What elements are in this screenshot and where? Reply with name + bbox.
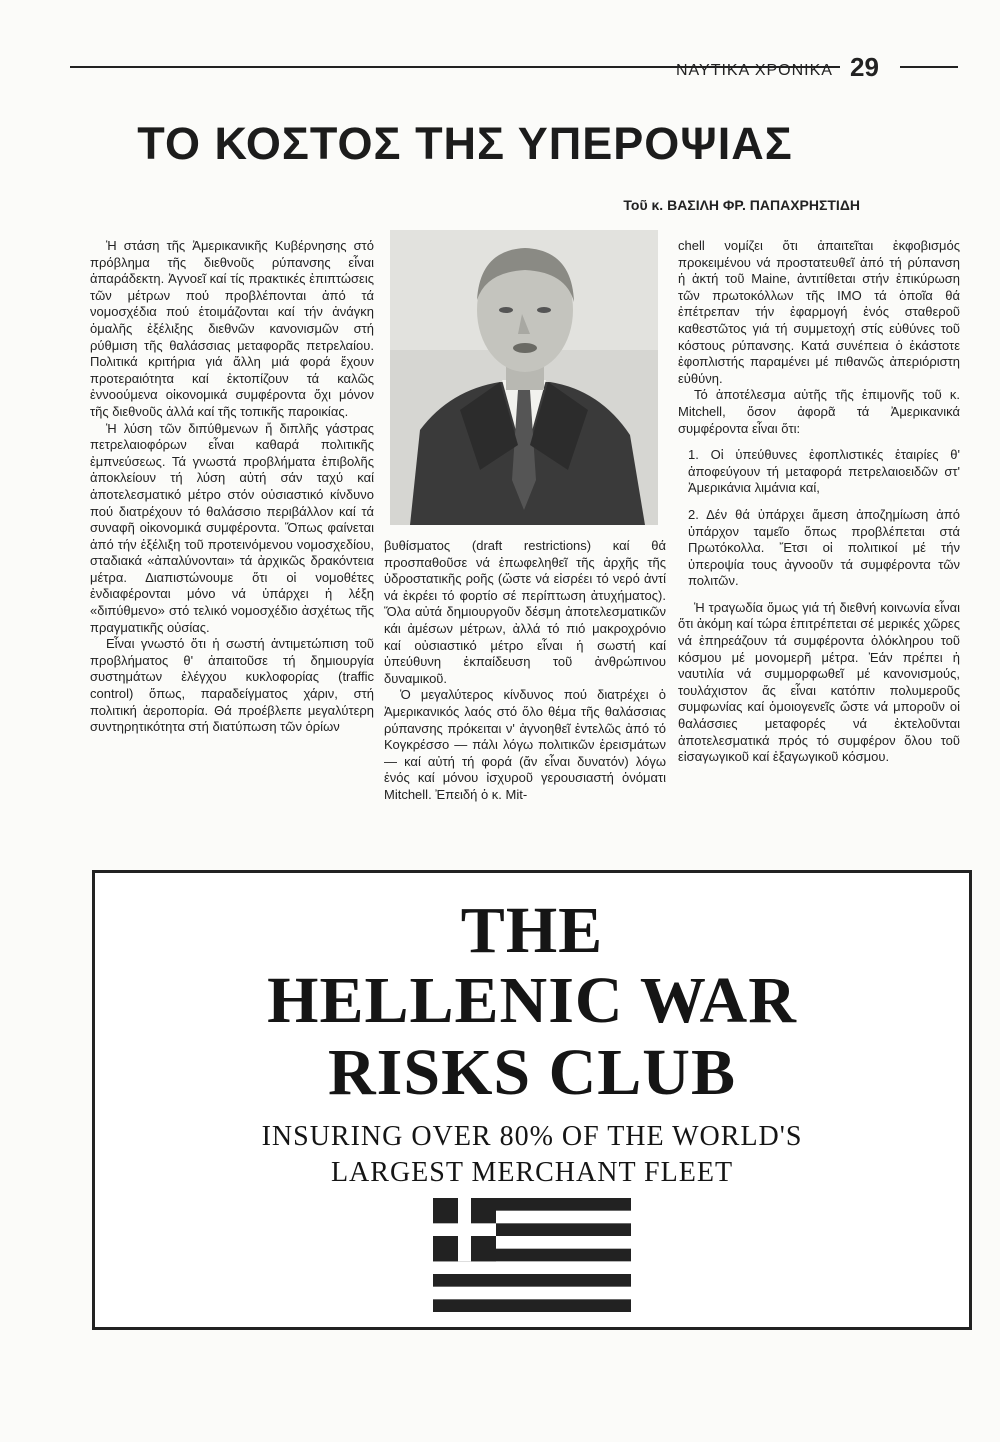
greek-flag-icon [433,1198,631,1312]
magazine-name: ΝΑΥΤΙΚΑ ΧΡΟΝΙΚΑ [676,62,833,79]
ad-headline-1: THE [460,894,604,967]
portrait-illustration [390,230,658,525]
paragraph: Εἶναι γνωστό ὅτι ἡ σωστή ἀντιμετώπιση τοῦ προβλήματος θ' ἀπαιτοῦσε τή δημιουργία συστημάτων ἐλέγχου κυκλοφορίας (traffic control) ὅπως, παραδείγματος χάριν, στή πολιτική ἀεροπορία. Θά προέβλεπε μεγαλύτερη συντηρητικότητα στή διατύπωση τῶν ὁρίων [90,636,374,735]
advertisement-box [92,870,972,1330]
paragraph: βυθίσματος (draft restrictions) καί θά προσπαθοῦσε νά ἐπωφεληθεῖ τῆς ἀρχῆς τῆς ὑδροστατικῆς ροῆς (ὥστε νά εἰσρέει τό νερό ἀντί νά ἐκρέει τό φορτίο σέ περίπτωση ἀτυχήματος). Ὅλα αὐτά δημιουργοῦν δέσμη ἀποτελεσματικῶν κάι ἀμέσων μέτρων, ἀλλά τό πιό μακροχρόνιο καί οὐσιαστικό μέτρο εἶναι ἡ σωστή καί ὑπεύθυνη ἐκπαίδευση τοῦ ἀνθρώπινου δυναμικοῦ. [384,538,666,686]
ad-tagline-2: LARGEST MERCHANT FLEET [330,1157,734,1188]
ad-headline-3: RISKS CLUB [328,1036,736,1109]
paragraph: Ἡ τραγωδία ὅμως γιά τή διεθνή κοινωνία εἶναι ὅτι ἀκόμη καί τώρα ἐπιτρέπεται σέ μερικές χῶρες νά ἐπηρεάζουν τά συμφέροντα ὁλόκληρου τοῦ κόσμου μέ μονομερῆ μέτρα. Ἐάν πρέπει ἡ ναυτιλία νά συμμορφωθεῖ μέ κανονισμούς, τουλάχιστον ἄς εἶναι κατόπιν πολυμεροῦς συμφωνίας καί ὁμοιογενεῖς ὥστε νά μποροῦν οἱ θαλάσσιες μεταφορές νά ἐκτελοῦνται ἀποτελεσματικά πρός τό συμφέρον ὅλου τοῦ εἰσαγωγικοῦ καί ἐξαγωγικοῦ κόσμου. [678,599,960,765]
ad-tagline-1: INSURING OVER 80% OF THE WORLD'S [261,1121,803,1152]
list-item: 1. Οἱ ὑπεύθυνες ἐφοπλιστικές ἑταιρίες θ' ἀποφεύγουν τή μεταφορά πετρελαιοειδῶν στ' Ἀμερικάνια λιμάνια καί, [688,447,960,496]
paragraph: Ὁ μεγαλύτερος κίνδυνος πού διατρέχει ὁ Ἀμερικανικός λαός στό ὅλο θέμα τῆς θαλάσσιας ρύπανσης πρόκειται ν' ἀγνοηθεῖ ἐντελῶς ἀπό τό Κογκρέσσο — πάλι λόγω πολιτικῶν ἐρεισμάτων — καί αὐτή τή φορά (ἄν εἶναι δυνατόν) λόγω ἑνός καί μόνου ἰσχυροῦ γερουσιαστή ὀνόματι Mitchell. Ἐπειδή ὁ κ. Mit- [384,687,666,802]
list-item: 2. Δέν θά ὑπάρχει ἄμεση ἀποζημίωση ἀπό ὑπάρχον ταμεῖο ὅπως προβλέπεται στά Πρωτόκολλα. Ἔτσι οἱ πολιτικοί μέ τήν ὑπεροψία τους ἀγνοοῦν τά συμφέροντα τῶν πολιτῶν. [688,506,960,589]
paragraph: chell νομίζει ὅτι ἀπαιτεῖται ἐκφοβισμός προκειμένου νά προστατευθεῖ ἀπό τή ρύπανση ἡ ἀκτή τοῦ Maine, ἀντιτίθεται στήν ἐπικύρωση τῶν πρωτοκόλλων τῆς IMO τά ὁποῖα θά ἐπέτρεπαν τήν ἐφαρμογή ἑνός σταθεροῦ καθεστῶτος γιά τή συμμετοχή στίς εὐθύνες τοῦ κόστους ρύπανσης. Κατά συνέπεια ὁ ἑκάστοτε ἐφοπλιστής παραμένει μέ πιθανῶς ἀπεριόριστη εὐθύνη. [678,238,960,386]
article-column-2 [384,538,666,804]
article-column-1 [90,238,374,736]
paragraph: Ἡ στάση τῆς Ἀμερικανικῆς Κυβέρνησης στό πρόβλημα τῆς διεθνοῦς ρύπανσης εἶναι ἀπαράδεκτη. Ἀγνοεῖ καί τίς πρακτικές ἐπιπτώσεις τῶν μέτρων πού προβλέπονται ἀπό τά νομοσχέδια πού ἑτοιμάζονται καί τήν ἀνάγκη ὁμαλῆς ἐξέλιξης διεθνῶν κανονισμῶν στή ρύθμιση τῆς θαλάσσιας μεταφορᾶς πετρελαίου. Πολιτικά κριτήρια γιά ἄλλη μιά φορά ἔχουν προτεραιότητα καί ἐκτοπίζουν τά καλῶς ἐννοούμενα οἰκονομικά συμφέροντα ὄχι μόνον τῆς διεθνοῦς ἀλλά καί τῆς τοπικῆς παροικίας. [90,238,374,419]
paragraph: Ἡ λύση τῶν διπύθμενων ἤ διπλῆς γάστρας πετρελαιοφόρων εἶναι καθαρά πολιτικῆς ἐμπνεύσεως. Τά γνωστά προβλήματα ἐπιβολῆς ἀποκλείουν τή λύση αὐτή σάν ταχύ καί ἀποτελεσματικό μέτρο στόν οὐσιαστικό κίνδυνο πού διατρέχουν τό θαλάσσιο περιβάλλον καί τά συναφῆ οἰκονομικά συμφέροντα. Ὅπως φαίνεται ἀπό τήν ἐξέλιξη τοῦ προτεινόμενου νομοσχεδίου, σταδιακά «ἀπαλύνονται» τά ἀρχικῶς δρακόντεια μέτρα. Διαπιστώνουμε ὅτι οἱ νομοθέτες ἐνδιαφέρονται μόνο νά ὑπάρχει ἡ λέξη «διπύθμενο» στό τελικό νομοσχέδιο ἀσχέτως τῆς πραγματικῆς οὐσίας. [90,420,374,635]
header-rule-right [900,66,958,68]
article-byline: Τοῦ κ. ΒΑΣΙΛΗ ΦΡ. ΠΑΠΑΧΡΗΣΤΙΔΗ [623,197,860,213]
ad-headline-2: HELLENIC WAR [267,964,797,1037]
article-title: ΤΟ ΚΟΣΤΟΣ ΤΗΣ ΥΠΕΡΟΨΙΑΣ [137,118,793,169]
paragraph: Τό ἀποτέλεσμα αὐτῆς τῆς ἐπιμονῆς τοῦ κ. Mitchell, ὅσον ἀφορᾶ τά Ἀμερικανικά συμφέροντα εἶναι ὅτι: [678,387,960,436]
article-column-3 [678,238,960,766]
page-number: 29 [850,52,879,82]
author-photo [390,230,658,525]
